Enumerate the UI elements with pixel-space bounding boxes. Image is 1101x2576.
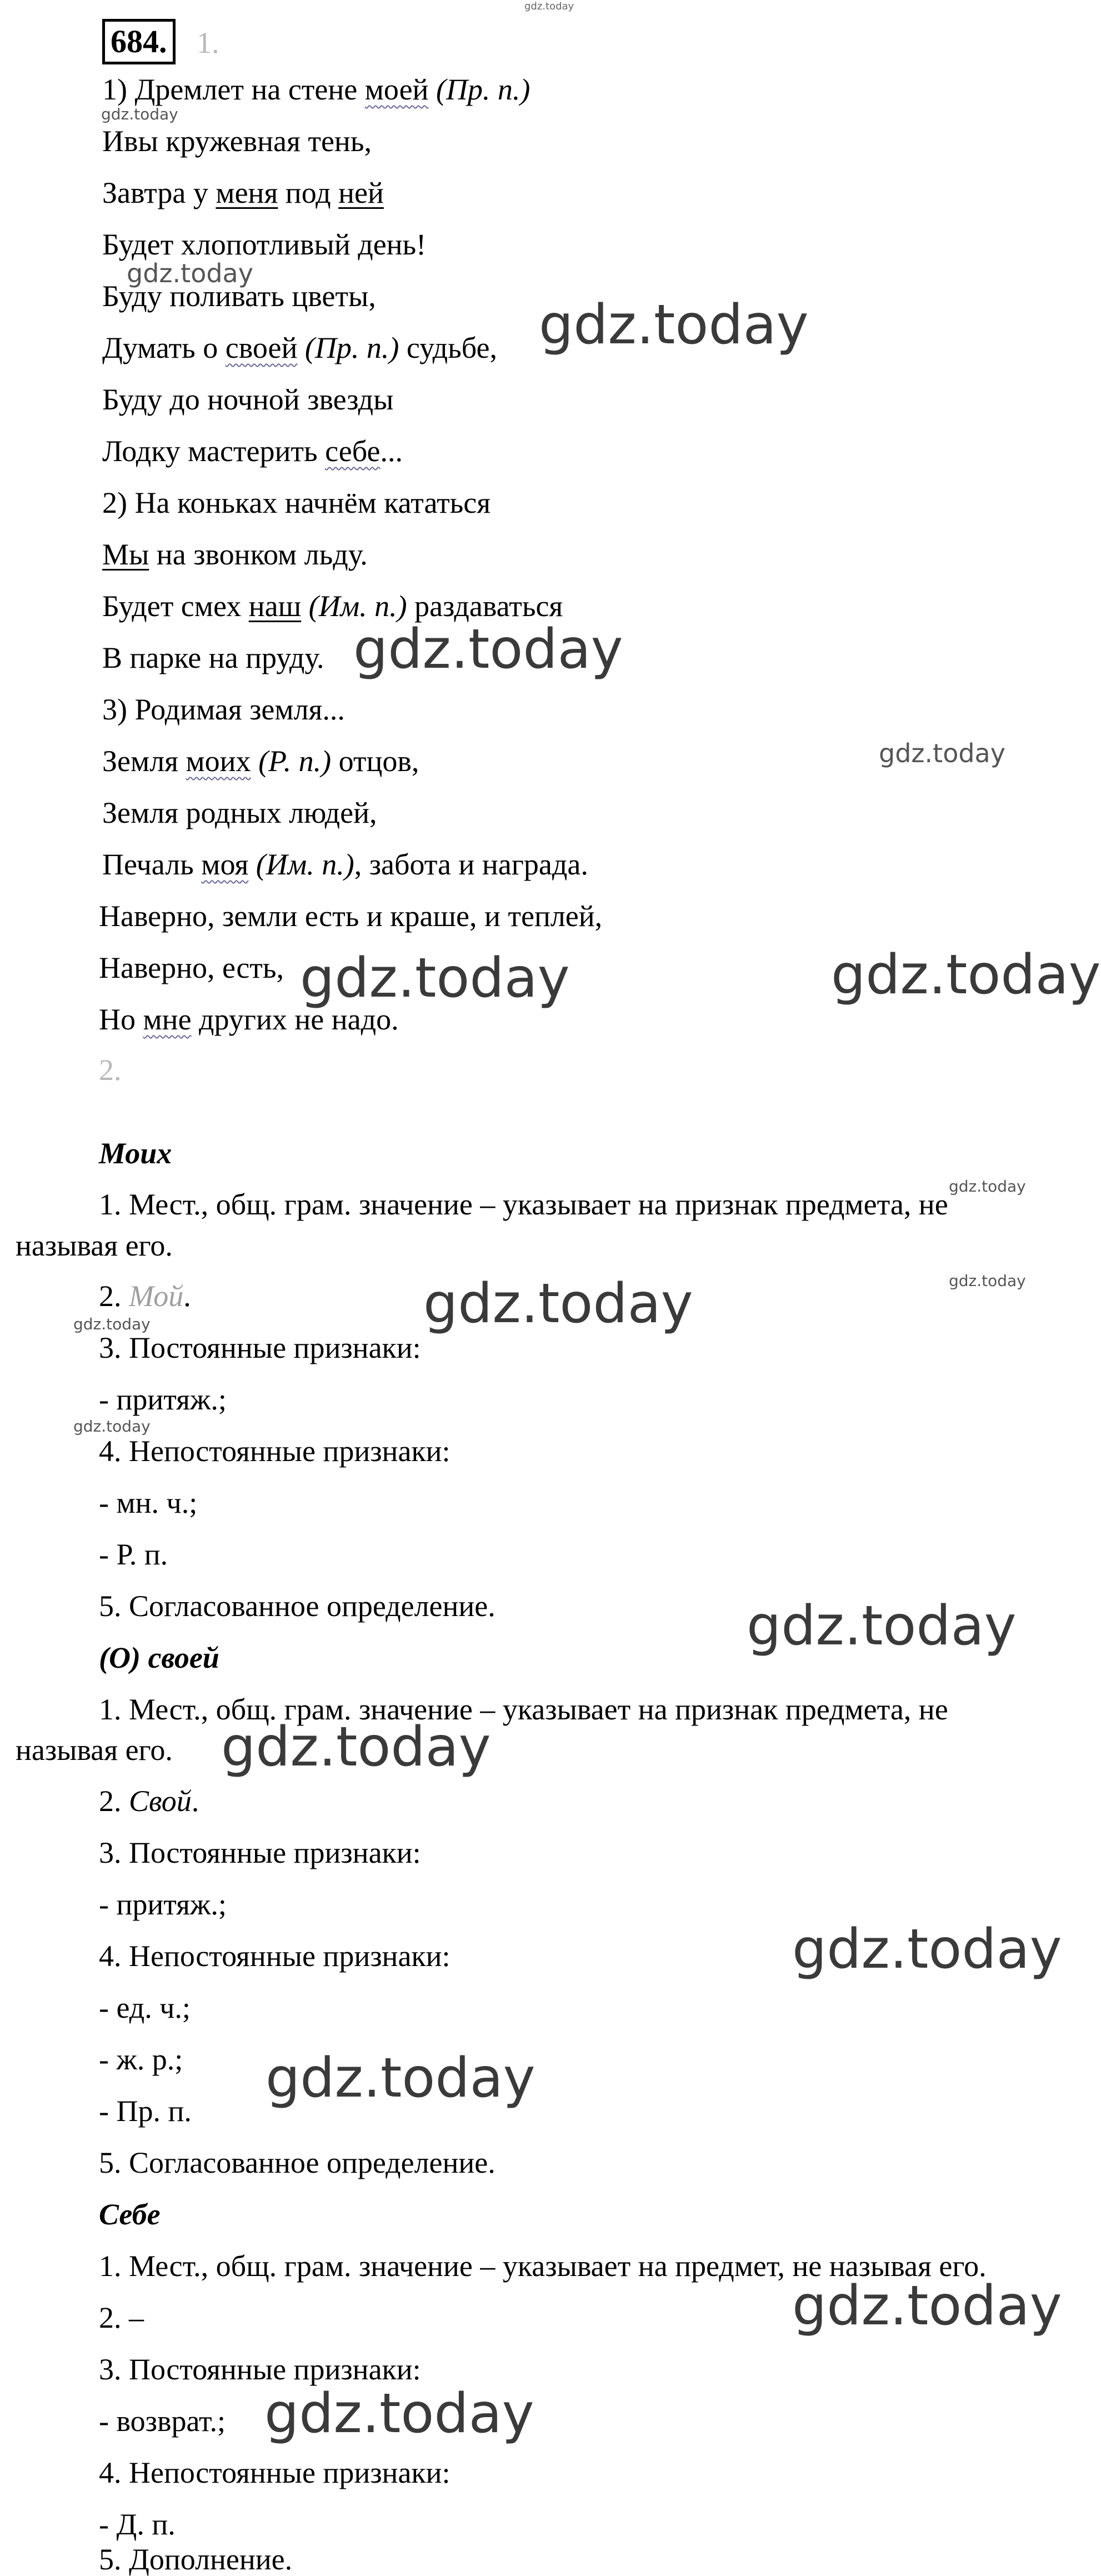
exercise-number: 684. bbox=[102, 19, 176, 64]
section-title-moih: Моих bbox=[99, 1137, 172, 1170]
s3-var-features: 4. Непостоянные признаки: bbox=[99, 2456, 451, 2489]
s1-const-features: 3. Постоянные признаки: bbox=[99, 1331, 421, 1364]
poem-line-6: Думать о своей (Пр. п.) судьбе, bbox=[102, 331, 498, 364]
s3-syntax-role: 5. Дополнение. bbox=[99, 2543, 293, 2576]
s2-possessive: - притяж.; bbox=[99, 1888, 227, 1921]
poem-line-15: Земля родных людей, bbox=[102, 796, 377, 829]
s1-syntax-role: 5. Согласованное определение. bbox=[99, 1589, 496, 1623]
poem-line-11: Будет смех наш (Им. п.) раздаваться bbox=[102, 589, 563, 623]
poem-line-14: Земля моих (Р. п.) отцов, bbox=[102, 744, 419, 778]
s2-var-features: 4. Непостоянные признаки: bbox=[99, 1939, 451, 1973]
watermark-small: gdz.today bbox=[101, 105, 178, 123]
s2-syntax-role: 5. Согласованное определение. bbox=[99, 2146, 496, 2179]
poem-line-19: Но мне других не надо. bbox=[99, 1003, 399, 1036]
watermark-small: gdz.today bbox=[949, 1272, 1026, 1290]
s1-meaning-line-1: 1. Мест., общ. грам. значение – указывает на признак предмета, не bbox=[99, 1188, 948, 1221]
watermark-large: gdz.today bbox=[539, 293, 809, 357]
section-title-sebe: Себе bbox=[99, 2198, 161, 2231]
watermark-large: gdz.today bbox=[423, 1272, 693, 1335]
poem-line-10: Мы на звонком льду. bbox=[102, 538, 368, 571]
watermark-small: gdz.today bbox=[949, 1177, 1026, 1196]
poem-line-18: Наверно, есть, bbox=[99, 951, 284, 984]
s3-initial-form: 2. – bbox=[99, 2301, 144, 2334]
poem-line-5: Буду поливать цветы, bbox=[102, 279, 376, 313]
watermark-small: gdz.today bbox=[73, 1417, 151, 1435]
watermark-medium: gdz.today bbox=[879, 738, 1005, 768]
watermark-large: gdz.today bbox=[747, 1594, 1017, 1658]
watermark-large: gdz.today bbox=[353, 618, 623, 681]
s3-reflexive: - возврат.; bbox=[99, 2404, 226, 2438]
watermark-large: gdz.today bbox=[266, 2047, 536, 2110]
poem-line-17: Наверно, земли есть и краше, и теплей, bbox=[99, 899, 603, 933]
watermark-large: gdz.today bbox=[792, 1918, 1062, 1981]
s2-meaning-line-2: называя его. bbox=[16, 1733, 173, 1767]
part-1-marker: 1. bbox=[197, 26, 219, 59]
s2-number: - ед. ч.; bbox=[99, 1991, 191, 2024]
watermark-large: gdz.today bbox=[831, 943, 1101, 1007]
poem-line-13: 3) Родимая земля... bbox=[102, 693, 345, 726]
s2-meaning-line-1: 1. Мест., общ. грам. значение – указывает на признак предмета, не bbox=[99, 1693, 948, 1726]
s2-gender: - ж. р.; bbox=[99, 2043, 183, 2076]
s2-initial-form: 2. Свой. bbox=[99, 1784, 199, 1818]
poem-line-1: 1) Дремлет на стене моей (Пр. п.) bbox=[102, 73, 531, 106]
watermark-top: gdz.today bbox=[524, 1, 574, 12]
s1-initial-form: 2. Мой. bbox=[99, 1279, 191, 1313]
s2-const-features: 3. Постоянные признаки: bbox=[99, 1836, 421, 1869]
s3-meaning: 1. Мест., общ. грам. значение – указывает на предмет, не называя его. bbox=[99, 2249, 987, 2283]
poem-line-8: Лодку мастерить себе... bbox=[102, 434, 403, 468]
s3-case: - Д. п. bbox=[99, 2508, 176, 2541]
poem-line-7: Буду до ночной звезды bbox=[102, 383, 394, 416]
watermark-medium: gdz.today bbox=[127, 258, 253, 288]
s2-case: - Пр. п. bbox=[99, 2094, 192, 2128]
watermark-large: gdz.today bbox=[221, 1715, 491, 1779]
poem-line-2: Ивы кружевная тень, bbox=[102, 124, 372, 158]
poem-line-12: В парке на пруду. bbox=[102, 641, 324, 674]
section-title-svoey: (О) своей bbox=[99, 1641, 219, 1674]
poem-line-9: 2) На коньках начнём кататься bbox=[102, 486, 491, 519]
s1-case: - Р. п. bbox=[99, 1538, 168, 1571]
watermark-large: gdz.today bbox=[792, 2274, 1062, 2338]
poem-line-4: Будет хлопотливый день! bbox=[102, 228, 427, 261]
watermark-small: gdz.today bbox=[73, 1315, 151, 1333]
s3-const-features: 3. Постоянные признаки: bbox=[99, 2353, 421, 2386]
poem-line-16: Печаль моя (Им. п.), забота и награда. bbox=[102, 848, 588, 881]
poem-line-3: Завтра у меня под ней bbox=[102, 176, 384, 209]
s1-meaning-line-2: называя его. bbox=[16, 1229, 173, 1262]
watermark-large: gdz.today bbox=[264, 2382, 534, 2445]
s1-number: - мн. ч.; bbox=[99, 1486, 198, 1519]
watermark-large: gdz.today bbox=[300, 947, 570, 1010]
part-2-marker: 2. bbox=[99, 1053, 122, 1087]
s1-var-features: 4. Непостоянные признаки: bbox=[99, 1434, 451, 1468]
s1-possessive: - притяж.; bbox=[99, 1383, 227, 1416]
